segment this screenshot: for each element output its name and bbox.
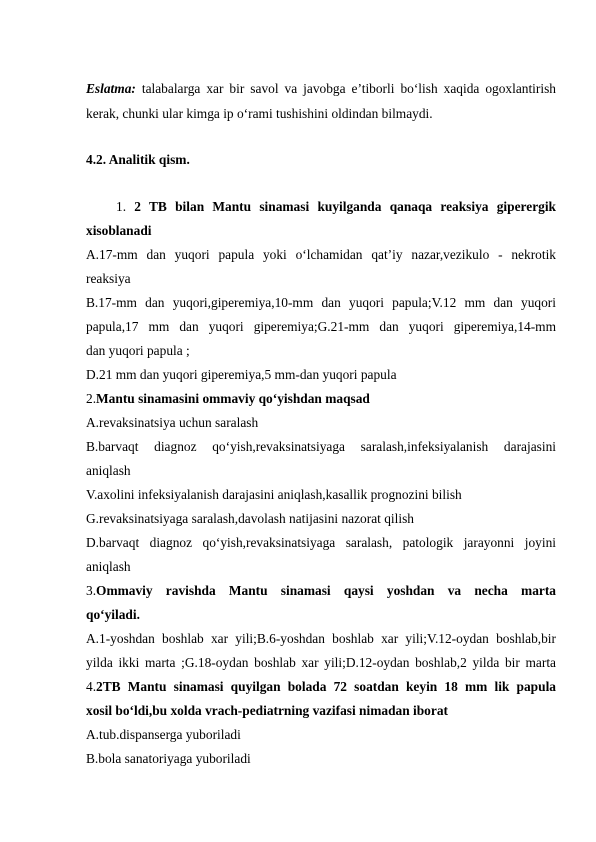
note-label: Eslatma: xyxy=(86,81,136,96)
q4-answer-line: B.bola sanatoriyaga yuboriladi xyxy=(86,751,251,766)
q2-answer-line: V.axolini infeksiyalanish darajasini aniqlash,kasallik prognozini bilish xyxy=(86,487,462,502)
q1-answer-line: D.21 mm dan yuqori giperemiya,5 mm-dan yuqori papula xyxy=(86,367,397,382)
section-heading: 4.2. Analitik qism. xyxy=(86,152,190,167)
question-2-text: Mantu sinamasini ommaviy qo‘yishdan maqsad xyxy=(96,391,370,406)
q1-answer-line: A.17-mm dan yuqori papula yoki o‘lchamidan qat’iy nazar,vezikulo - nekrotik xyxy=(86,247,556,262)
question-2 xyxy=(86,388,556,410)
q2-answer-line: G.revaksinatsiyaga saralash,davolash natijasini nazorat qilish xyxy=(86,511,414,526)
question-3-line-1 xyxy=(86,580,556,602)
q2-answer-line: B.barvaqt diagnoz qo‘yish,revaksinatsiyaga saralash,infeksiyalanish darajasini xyxy=(86,439,556,454)
q1-answer-line: B.17-mm dan yuqori,giperemiya,10-mm dan yuqori papula;V.12 mm dan yuqori xyxy=(86,295,556,310)
question-2-number: 2. xyxy=(86,391,97,406)
note-text-1: talabalarga xar bir savol va javobga e’tiborli bo‘lish xaqida ogoxlantirish xyxy=(135,81,556,96)
question-4-number: 4. xyxy=(86,679,97,694)
question-1-number: 1. xyxy=(116,199,135,214)
note-line-1 xyxy=(86,78,556,100)
q2-answer-line: aniqlash xyxy=(86,463,131,478)
note-line-2: kerak, chunki ular kimga ip o‘rami tushishini oldindan bilmaydi. xyxy=(86,106,433,121)
q2-answer-line: aniqlash xyxy=(86,559,131,574)
question-4-text-1: 2TB Mantu sinamasi quyilgan bolada 72 soatdan keyin 18 mm lik papula xyxy=(96,679,556,694)
q1-answer-line: reaksiya xyxy=(86,271,131,286)
q4-answer-line: A.tub.dispanserga yuboriladi xyxy=(86,727,241,742)
q3-answer-line: A.1-yoshdan boshlab xar yili;B.6-yoshdan boshlab xar yili;V.12-oydan boshlab,bir xyxy=(86,631,556,646)
question-3-number: 3. xyxy=(86,583,97,598)
q2-answer-line: A.revaksinatsiya uchun saralash xyxy=(86,415,259,430)
question-1-text-1: 2 TB bilan Mantu sinamasi kuyilganda qanaqa reaksiya giperergik xyxy=(134,199,556,214)
question-3-text-1: Ommaviy ravishda Mantu sinamasi qaysi yoshdan va necha marta xyxy=(96,583,556,598)
question-3-line-2: qo‘yiladi. xyxy=(86,607,140,622)
q3-answer-line: yilda ikki marta ;G.18-oydan boshlab xar yili;D.12-oydan boshlab,2 yilda bir marta xyxy=(86,655,556,670)
q1-answer-line: dan yuqori papula ; xyxy=(86,343,190,358)
q2-answer-line: D.barvaqt diagnoz qo‘yish,revaksinatsiyaga saralash, patologik jarayonni joyini xyxy=(86,535,556,550)
question-1-line-2: xisoblanadi xyxy=(86,223,152,238)
question-4-line-1 xyxy=(86,676,556,698)
question-4-line-2: xosil bo‘ldi,bu xolda vrach-pediatrning vazifasi nimadan iborat xyxy=(86,703,448,718)
question-1-line-1 xyxy=(116,196,556,218)
q1-answer-line: papula,17 mm dan yuqori giperemiya;G.21-mm dan yuqori giperemiya,14-mm xyxy=(86,319,556,334)
